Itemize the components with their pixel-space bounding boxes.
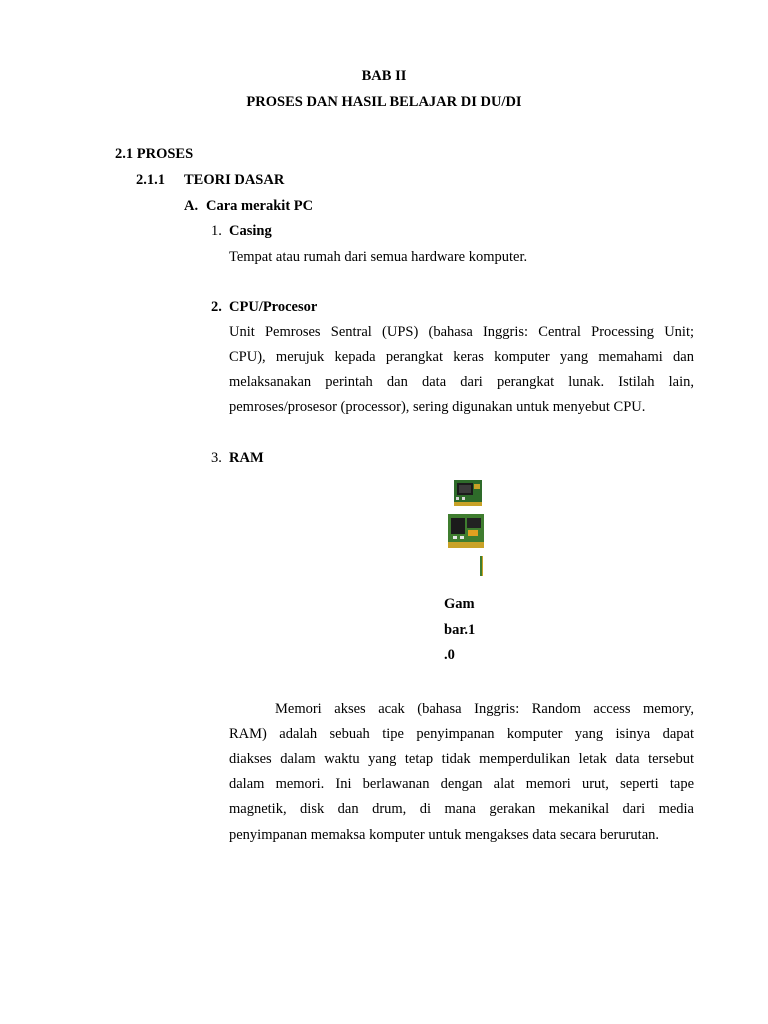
ram-paragraph-line-4: dalam memori. Ini berlawanan dengan alat memori urut, seperti tape bbox=[229, 776, 694, 792]
subsection-number: 2.1.1 bbox=[136, 172, 165, 188]
subsection-title: TEORI DASAR bbox=[184, 172, 285, 188]
item-1-number: 1. bbox=[211, 223, 222, 239]
figure-caption-line-2: bar.1 bbox=[444, 622, 476, 638]
item-2-title: CPU/Procesor bbox=[229, 299, 318, 315]
ram-module-image bbox=[448, 480, 484, 580]
item-1-title: Casing bbox=[229, 223, 272, 239]
item-2-line-3: melaksanakan perintah dan data dari perangkat lunak. Istilah lain, bbox=[229, 374, 694, 390]
item-2-number: 2. bbox=[211, 299, 222, 315]
item-2-line-2: CPU), merujuk kepada perangkat keras komputer yang memahami dan bbox=[229, 349, 694, 365]
chapter-label: BAB II bbox=[361, 68, 407, 84]
item-3-title: RAM bbox=[229, 450, 264, 466]
section-heading: 2.1 PROSES bbox=[115, 146, 194, 162]
figure-caption-line-1: Gam bbox=[444, 596, 475, 612]
item-1-text: Tempat atau rumah dari semua hardware komputer. bbox=[229, 249, 528, 265]
item-2-line-4: pemroses/prosesor (processor), sering digunakan untuk menyebut CPU. bbox=[229, 399, 646, 415]
item-a-title: Cara merakit PC bbox=[206, 198, 314, 214]
chapter-title: PROSES DAN HASIL BELAJAR DI DU/DI bbox=[246, 94, 522, 110]
item-2-line-1: Unit Pemroses Sentral (UPS) (bahasa Inggris: Central Processing Unit; bbox=[229, 324, 694, 340]
item-3-number: 3. bbox=[211, 450, 222, 466]
ram-paragraph-line-3: diakses dalam waktu yang tetap tidak memperdulikan letak data tersebut bbox=[229, 751, 694, 767]
ram-paragraph-line-1: Memori akses acak (bahasa Inggris: Random access memory, bbox=[275, 701, 694, 717]
ram-paragraph-line-5: magnetik, disk dan drum, di mana gerakan mekanikal dari media bbox=[229, 801, 694, 817]
ram-paragraph-line-6: penyimpanan memaksa komputer untuk mengakses data secara berurutan. bbox=[229, 827, 660, 843]
item-a-marker: A. bbox=[184, 198, 199, 214]
ram-paragraph-line-2: RAM) adalah sebuah tipe penyimpanan komputer yang isinya dapat bbox=[229, 726, 694, 742]
figure-caption-line-3: .0 bbox=[444, 647, 455, 663]
